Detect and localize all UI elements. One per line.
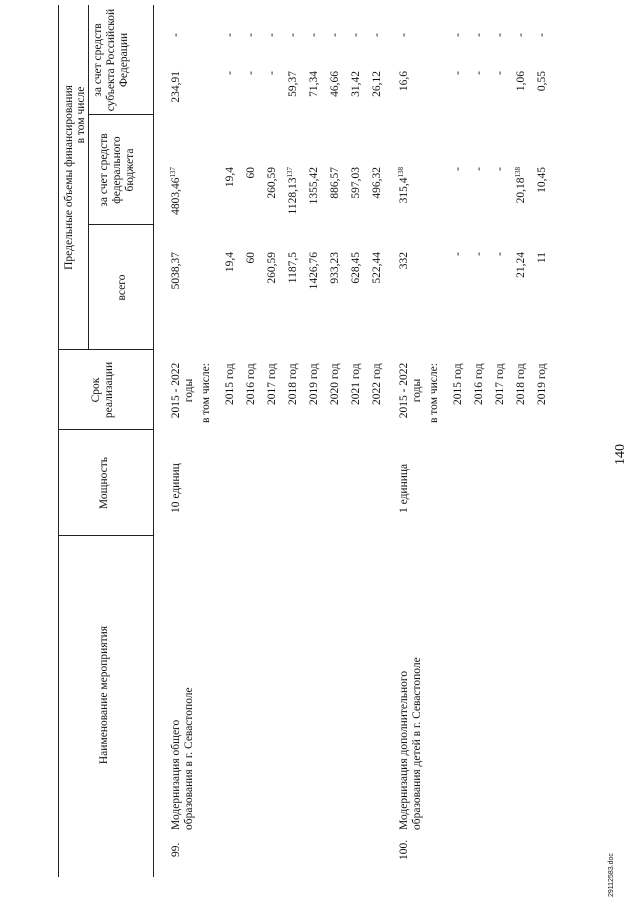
year-federal <box>329 167 342 265</box>
row-period: 2015 - 2022 годы <box>170 362 195 419</box>
row-name: Модернизация дополнительного образования детей в г. Севастополе <box>398 657 423 830</box>
year-federal <box>473 167 486 265</box>
year-subject: 59,37 <box>287 71 299 97</box>
year-label: 2022 год <box>371 363 383 405</box>
year-federal <box>266 167 279 265</box>
incl-divider <box>88 5 89 350</box>
row-federal <box>398 167 411 265</box>
year-total: 260,59 <box>266 252 278 284</box>
year-extra: - <box>536 33 548 37</box>
year-label: 2016 год <box>245 363 257 405</box>
year-subject: - <box>473 71 485 75</box>
year-label: 2021 год <box>350 363 362 405</box>
year-subject: 46,66 <box>329 71 341 97</box>
year-total: - <box>473 252 485 256</box>
header-period: Срок реализации <box>90 361 115 419</box>
year-federal <box>452 167 465 265</box>
year-federal <box>245 167 258 265</box>
row-federal-value: 4803,46 <box>170 177 182 215</box>
year-federal-value: - <box>452 167 464 171</box>
year-subject: 1,06 <box>515 71 527 92</box>
row-subject: 16,6 <box>398 71 410 92</box>
incl-label: в том числе: <box>200 363 212 423</box>
year-total: 60 <box>245 252 257 264</box>
year-total: 1187,5 <box>287 252 299 284</box>
row-extra: - <box>170 33 182 37</box>
year-label: 2020 год <box>329 363 341 405</box>
year-total: 1426,76 <box>308 252 320 290</box>
year-federal <box>308 167 321 265</box>
year-total: - <box>494 252 506 256</box>
footnote-ref: 137 <box>169 167 177 178</box>
year-subject: 26,12 <box>371 71 383 97</box>
year-federal <box>224 167 237 265</box>
year-federal <box>371 167 384 265</box>
header-bottom-border <box>153 5 154 877</box>
year-federal-value: - <box>494 167 506 171</box>
year-extra: - <box>266 33 278 37</box>
header-incl: в том числе <box>75 86 87 144</box>
row-number: 100. <box>398 839 410 860</box>
year-federal <box>515 167 528 265</box>
row-extra: - <box>398 33 410 37</box>
row-federal <box>170 167 183 265</box>
year-extra: - <box>350 33 362 37</box>
year-subject: - <box>224 71 236 75</box>
year-extra: - <box>287 33 299 37</box>
year-federal-value: 496,32 <box>371 167 383 199</box>
year-label: 2018 год <box>515 363 527 405</box>
year-federal <box>494 167 507 265</box>
year-extra: - <box>308 33 320 37</box>
header-name: Наименование мероприятия <box>98 625 110 765</box>
year-label: 2017 год <box>266 363 278 405</box>
row-federal-value: 315,4 <box>398 177 410 204</box>
year-federal-value: 1128,13 <box>287 177 299 215</box>
header-capacity: Мощность <box>98 456 110 510</box>
year-label: 2016 год <box>473 363 485 405</box>
footer-filename: 29112583.doc <box>608 853 615 897</box>
incl-label: в том числе: <box>428 363 440 423</box>
year-total: 19,4 <box>224 252 236 273</box>
year-total: 21,24 <box>515 252 527 278</box>
row-name: Модернизация общего образования в г. Севастополе <box>170 687 195 830</box>
year-label: 2019 год <box>536 363 548 405</box>
year-federal-value: 20,18 <box>515 177 527 204</box>
year-label: 2017 год <box>494 363 506 405</box>
row-capacity: 10 единиц <box>170 463 182 513</box>
year-extra: - <box>329 33 341 37</box>
year-federal-value: 10,45 <box>536 167 548 193</box>
year-total: 11 <box>536 252 548 264</box>
year-label: 2018 год <box>287 363 299 405</box>
year-extra: - <box>452 33 464 37</box>
header-subject: за счет средств субъекта Российской Федерации <box>92 8 130 112</box>
year-subject: - <box>494 71 506 75</box>
footnote-ref: 138 <box>397 167 405 178</box>
year-federal-value: 1355,42 <box>308 167 320 205</box>
year-subject: - <box>245 71 257 75</box>
year-extra: - <box>224 33 236 37</box>
year-extra: - <box>371 33 383 37</box>
row-total: 332 <box>398 252 410 270</box>
year-federal-value: 597,03 <box>350 167 362 199</box>
row-period: 2015 - 2022 годы <box>398 362 423 419</box>
year-total: - <box>452 252 464 256</box>
row-number: 99. <box>170 842 182 857</box>
year-total: 933,23 <box>329 252 341 284</box>
year-federal-value: 19,4 <box>224 167 236 188</box>
year-label: 2019 год <box>308 363 320 405</box>
year-federal <box>536 167 549 265</box>
header-total: всего <box>116 274 128 301</box>
year-subject: 31,42 <box>350 71 362 97</box>
year-subject: - <box>452 71 464 75</box>
year-extra: - <box>515 33 527 37</box>
footnote-ref: 138 <box>514 167 522 178</box>
row-subject: 234,91 <box>170 71 182 103</box>
year-extra: - <box>494 33 506 37</box>
table-top-border <box>58 5 59 877</box>
year-federal-value: 886,57 <box>329 167 341 199</box>
page-number: 140 <box>613 444 628 465</box>
year-federal-value: 260,59 <box>266 167 278 199</box>
year-extra: - <box>245 33 257 37</box>
year-subject: 0,55 <box>536 71 548 92</box>
year-federal <box>287 167 300 265</box>
year-federal <box>350 167 363 265</box>
year-total: 522,44 <box>371 252 383 284</box>
year-total: 628,45 <box>350 252 362 284</box>
year-federal-value: 60 <box>245 167 257 179</box>
year-extra: - <box>473 33 485 37</box>
year-subject: - <box>266 71 278 75</box>
year-federal-value: - <box>473 167 485 171</box>
header-federal: за счет средств федерального бюджета <box>98 133 136 207</box>
year-label: 2015 год <box>224 363 236 405</box>
footnote-ref: 137 <box>286 167 294 178</box>
col-divider-subject <box>88 114 153 115</box>
row-total: 5038,37 <box>170 252 182 290</box>
row-capacity: 1 единица <box>398 463 410 513</box>
year-subject: 71,34 <box>308 71 320 97</box>
header-limits: Предельные объемы финансирования <box>63 85 75 270</box>
year-label: 2015 год <box>452 363 464 405</box>
